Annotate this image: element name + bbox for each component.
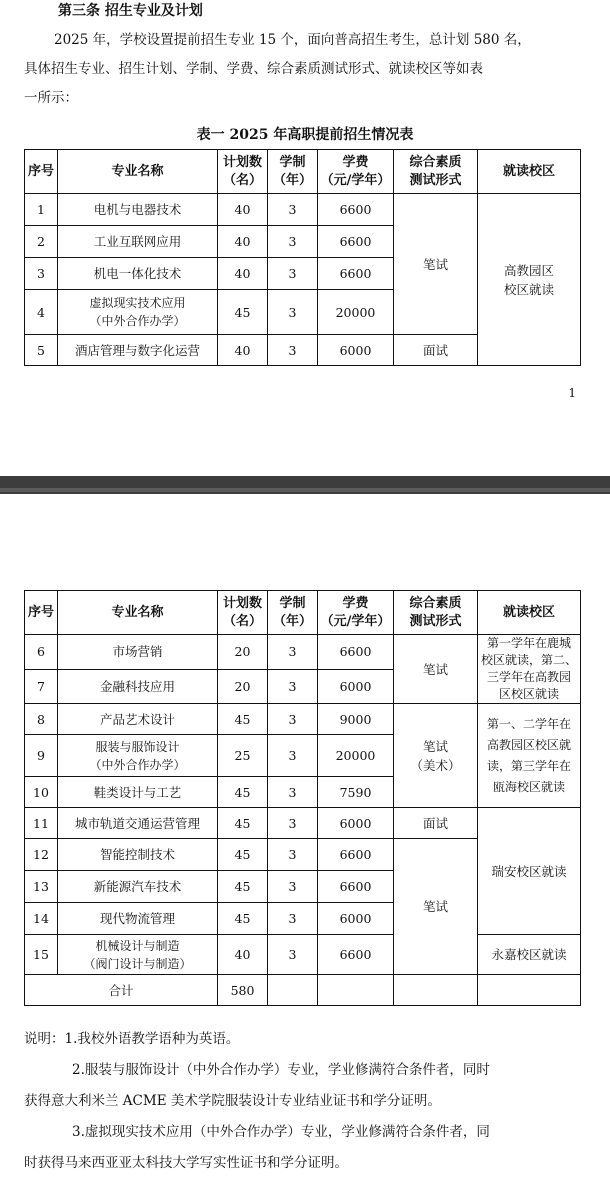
cell-fee: 6600	[318, 258, 394, 290]
cell-fee: 6000	[318, 669, 394, 704]
cell-fee: 6600	[318, 935, 394, 975]
cell-fee: 6600	[318, 871, 394, 903]
header-seq: 序号	[25, 150, 58, 194]
cell-years: 3	[268, 777, 318, 808]
cell-test: 面试	[394, 335, 478, 366]
cell-empty	[318, 975, 394, 1006]
cell-years: 3	[268, 903, 318, 935]
header-major: 专业名称	[58, 150, 218, 194]
cell-years: 3	[268, 735, 318, 777]
enrollment-table-2	[24, 590, 581, 1006]
cell-plan: 40	[218, 335, 268, 366]
cell-no: 9	[25, 735, 58, 777]
cell-major: 机械设计与制造 （阀门设计与制造）	[58, 935, 218, 975]
header-plan: 计划数 （名）	[218, 150, 268, 194]
intro-line: 具体招生专业、招生计划、学制、学费、综合素质测试形式、就读校区等如表	[24, 61, 483, 77]
cell-fee: 6600	[318, 194, 394, 226]
cell-major: 酒店管理与数字化运营	[58, 335, 218, 366]
cell-years: 3	[268, 635, 318, 670]
header-plan: 计划数 （名）	[218, 591, 268, 635]
table-row	[25, 635, 581, 670]
note-line: 说明：1.我校外语教学语种为英语。	[24, 1031, 240, 1047]
table-header-row	[25, 591, 581, 635]
document-page-2	[0, 494, 610, 1182]
notes-section	[24, 1024, 594, 1179]
cell-test: 面试	[394, 808, 478, 839]
cell-no: 3	[25, 258, 58, 290]
header-major: 专业名称	[58, 591, 218, 635]
cell-test: 笔试	[394, 635, 478, 704]
cell-fee: 20000	[318, 735, 394, 777]
cell-campus: 永嘉校区就读	[478, 935, 581, 975]
cell-years: 3	[268, 669, 318, 704]
cell-years: 3	[268, 226, 318, 258]
cell-plan: 20	[218, 669, 268, 704]
cell-empty	[268, 975, 318, 1006]
cell-fee: 6600	[318, 839, 394, 871]
cell-no: 7	[25, 669, 58, 704]
table-row	[25, 935, 581, 975]
page-separator	[0, 476, 610, 494]
cell-campus: 瑞安校区就读	[478, 808, 581, 935]
cell-fee: 7590	[318, 777, 394, 808]
cell-major: 市场营销	[58, 635, 218, 670]
cell-major: 鞋类设计与工艺	[58, 777, 218, 808]
cell-major: 现代物流管理	[58, 903, 218, 935]
cell-years: 3	[268, 290, 318, 335]
document-page-1	[0, 0, 610, 476]
cell-plan: 45	[218, 903, 268, 935]
cell-plan: 45	[218, 871, 268, 903]
note-line: 3.虚拟现实技术应用（中外合作办学）专业，学业修满符合条件者，同	[72, 1124, 490, 1140]
cell-years: 3	[268, 871, 318, 903]
cell-total-value: 580	[218, 975, 268, 1006]
cell-major: 金融科技应用	[58, 669, 218, 704]
cell-major: 机电一体化技术	[58, 258, 218, 290]
cell-years: 3	[268, 704, 318, 735]
cell-fee: 6600	[318, 635, 394, 670]
cell-no: 13	[25, 871, 58, 903]
intro-line: 一所示：	[24, 90, 78, 106]
cell-years: 3	[268, 808, 318, 839]
cell-no: 8	[25, 704, 58, 735]
cell-plan: 45	[218, 777, 268, 808]
table-total-row	[25, 975, 581, 1006]
header-test: 综合素质 测试形式	[394, 150, 478, 194]
cell-no: 10	[25, 777, 58, 808]
cell-major: 产品艺术设计	[58, 704, 218, 735]
cell-empty	[478, 975, 581, 1006]
cell-no: 12	[25, 839, 58, 871]
cell-plan: 40	[218, 194, 268, 226]
cell-major: 城市轨道交通运营管理	[58, 808, 218, 839]
cell-no: 5	[25, 335, 58, 366]
cell-fee: 9000	[318, 704, 394, 735]
cell-years: 3	[268, 258, 318, 290]
cell-test: 笔试	[394, 839, 478, 975]
cell-major: 电机与电器技术	[58, 194, 218, 226]
section-heading: 第三条 招生专业及计划	[58, 3, 203, 19]
cell-fee: 6000	[318, 903, 394, 935]
cell-plan: 40	[218, 935, 268, 975]
cell-campus: 第一学年在鹿城 校区就读，第二、 三学年在高教园 区校区就读	[478, 635, 581, 704]
enrollment-table-1	[24, 149, 581, 366]
cell-major: 工业互联网应用	[58, 226, 218, 258]
cell-years: 3	[268, 935, 318, 975]
cell-plan: 40	[218, 258, 268, 290]
cell-no: 4	[25, 290, 58, 335]
header-campus: 就读校区	[478, 150, 581, 194]
cell-plan: 45	[218, 808, 268, 839]
cell-plan: 25	[218, 735, 268, 777]
cell-plan: 40	[218, 226, 268, 258]
table-row	[25, 808, 581, 839]
table-caption: 表一 2025 年高职提前招生情况表	[196, 127, 414, 143]
cell-plan: 20	[218, 635, 268, 670]
header-seq: 序号	[25, 591, 58, 635]
header-test: 综合素质 测试形式	[394, 591, 478, 635]
cell-years: 3	[268, 839, 318, 871]
note-line: 获得意大利米兰 ACME 美术学院服装设计专业结业证书和学分证明。	[24, 1093, 441, 1109]
table-row	[25, 704, 581, 735]
cell-years: 3	[268, 335, 318, 366]
table-header-row	[25, 150, 581, 194]
cell-plan: 45	[218, 290, 268, 335]
cell-no: 1	[25, 194, 58, 226]
intro-line: 2025 年，学校设置提前招生专业 15 个，面向普高招生考生，总计划 580 名，	[54, 32, 531, 48]
note-line: 2.服装与服饰设计（中外合作办学）专业，学业修满符合条件者，同时	[72, 1062, 490, 1078]
cell-no: 15	[25, 935, 58, 975]
cell-plan: 45	[218, 839, 268, 871]
cell-test: 笔试 （美术）	[394, 704, 478, 808]
cell-total-label: 合计	[25, 975, 218, 1006]
cell-fee: 6000	[318, 335, 394, 366]
header-years: 学制 （年）	[268, 150, 318, 194]
cell-no: 11	[25, 808, 58, 839]
cell-major: 服装与服饰设计 （中外合作办学）	[58, 735, 218, 777]
cell-no: 2	[25, 226, 58, 258]
cell-no: 6	[25, 635, 58, 670]
cell-fee: 6600	[318, 226, 394, 258]
header-years: 学制 （年）	[268, 591, 318, 635]
cell-test: 笔试	[394, 194, 478, 335]
note-line: 时获得马来西亚亚太科技大学写实性证书和学分证明。	[24, 1155, 348, 1171]
cell-major: 智能控制技术	[58, 839, 218, 871]
header-fee: 学费 （元/学年）	[318, 591, 394, 635]
cell-years: 3	[268, 194, 318, 226]
table-row	[25, 194, 581, 226]
cell-empty	[394, 975, 478, 1006]
cell-plan: 45	[218, 704, 268, 735]
cell-campus: 高教园区 校区就读	[478, 194, 581, 366]
intro-paragraph	[24, 26, 584, 113]
cell-major: 虚拟现实技术应用 （中外合作办学）	[58, 290, 218, 335]
cell-fee: 6000	[318, 808, 394, 839]
header-fee: 学费 （元/学年）	[318, 150, 394, 194]
cell-major: 新能源汽车技术	[58, 871, 218, 903]
header-campus: 就读校区	[478, 591, 581, 635]
page-number: 1	[568, 386, 576, 400]
cell-campus: 第一、二学年在 高教园区校区就 读，第三学年在 瓯海校区就读	[478, 704, 581, 808]
cell-no: 14	[25, 903, 58, 935]
cell-fee: 20000	[318, 290, 394, 335]
